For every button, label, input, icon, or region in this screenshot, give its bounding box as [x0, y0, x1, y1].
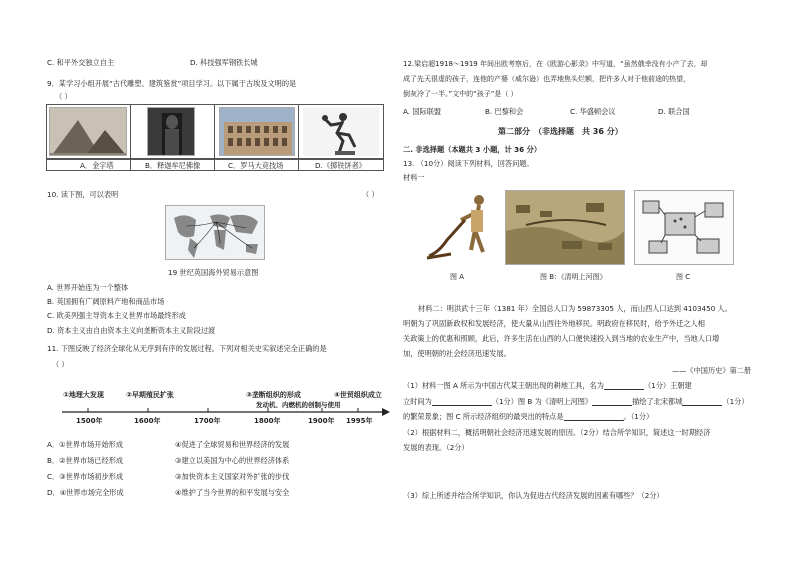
q12-option-a: A. 国际联盟 [403, 107, 442, 116]
timeline-subtitle: 发动机、内燃机的创制与使用 [256, 401, 341, 409]
q10-option-c: C. 欧美列强主导资本主义世界市场最终形成 [47, 311, 186, 320]
q8-option-d: D. 科技强军钢铁长城 [190, 58, 258, 67]
q9-paren: （ ） [55, 92, 72, 101]
q10-option-a: A. 世界开始连为一个整体 [47, 283, 129, 292]
q9-stem: 9．某学习小组开展“古代雕塑、建筑鉴赏”项目学习。以下属于古埃及文明的是 [47, 79, 297, 88]
qingming-painting-image [505, 190, 625, 265]
q11-option-d: D．④世界市场完全形成 [47, 488, 124, 497]
timeline-event-2: ②早期殖民扩张 [126, 391, 174, 399]
q11-option-c-desc: ③加快资本主义国家对外扩张的步伐 [175, 472, 290, 481]
answer-blank-5[interactable] [564, 413, 624, 421]
q10-option-b: B. 英国拥有广阔原料产地和商品市场 [47, 297, 165, 306]
q10-stem: 10. 读下图，可以表明 [47, 190, 119, 199]
answer-blank-1[interactable] [604, 382, 644, 390]
discobolus-image [303, 107, 379, 156]
timeline-event-4: ④世贸组织成立 [334, 391, 382, 399]
q11-option-b: B．②世界市场已经形成 [47, 456, 124, 465]
q13-stem: 13. （10分）阅读下列材料，回答问题。 [403, 159, 534, 168]
globalization-timeline [60, 385, 390, 427]
material2-line1: 材料二：明洪武十三年（1381 年）全国总人口为 59873305 人，而山西人口达到 4103450 人。 [418, 304, 732, 313]
q10-map-caption: 19 世纪英国海外贸易示意图 [168, 268, 259, 277]
plow-image [425, 190, 495, 265]
timeline-event-1: ①地理大发现 [63, 391, 104, 399]
q9-option-c: C．罗马大竞技场 [228, 161, 284, 170]
answer-blank-3[interactable] [592, 398, 632, 406]
fig-a-caption: 图 A [450, 273, 465, 281]
q13-sub3: （3）综上所述并结合所学知识，你认为促进古代经济发展的因素有哪些？（2分） [403, 491, 664, 500]
q11-stem: 11. 下图反映了经济全球化从无序到有序的发展过程。下列对相关史实叙述完全正确的是 [47, 344, 327, 353]
q11-option-b-desc: ③建立以美国为中心的世界经济体系 [175, 456, 290, 465]
material2-line3: 关政策上的优惠和照顾，此后，许多生活在山西的人口便快速投入到当地的农业生产中，当地人口增 [403, 334, 720, 343]
q12-option-c: C. 华盛顿会议 [570, 107, 616, 116]
q8-option-c: C. 和平外交独立自主 [47, 58, 115, 67]
q9-option-d: D.《掷铁饼者》 [315, 161, 366, 170]
q12-option-b: B. 巴黎和会 [485, 107, 524, 116]
timeline-axis [60, 407, 390, 417]
q12-line3: 倒灰冷了一半。”文中的“孩子”是（ ） [403, 90, 518, 98]
answer-blank-2[interactable] [432, 398, 492, 406]
timeline-year-1500: 1500年 [76, 417, 103, 425]
part2-title: 第二部分 （非选择题 共 36 分） [498, 127, 623, 136]
pyramid-image [49, 107, 127, 156]
q9-option-b: B．释迦牟尼佛像 [145, 161, 201, 170]
q9-option-a: A．金字塔 [80, 161, 114, 170]
q13-sub2-line1: （2）根据材料二，概括明朝社会经济迅速发展的原因。（2分）结合所学知识，简述这一时期经济 [403, 428, 711, 437]
material2-line2: 明朝为了巩固新政权和发展经济，使大量从山西往外地移民。明政府在移民时，给予外迁之人相 [403, 319, 705, 328]
trade-map-image [165, 205, 265, 260]
q13-sub1-line1: （1）材料一图 A 所示为中国古代某王朝出现的耕地工具，名为 （1分）王朝建 [403, 381, 692, 390]
q11-option-a-desc: ④促进了全球贸易和世界经济的发展 [175, 440, 290, 449]
answer-blank-4[interactable] [682, 398, 722, 406]
q10-paren: （ ） [362, 190, 379, 199]
q11-option-a: A．①世界市场开始形成 [47, 440, 124, 449]
q11-option-c: C．③世界市场初步形成 [47, 472, 124, 481]
material2-source: ——《中国历史》第二册 [672, 366, 752, 375]
timeline-year-1700: 1700年 [194, 417, 221, 425]
section-title: 二. 非选择题（本题共 3 小题，计 36 分） [403, 145, 542, 154]
fig-b-caption: 图 B：《清明上河图》 [540, 273, 607, 281]
q13-sub2-line2: 发展的表现。（2分） [403, 443, 469, 452]
q11-paren: （ ） [52, 360, 69, 369]
colosseum-image [219, 107, 295, 156]
q12-line2: 成了先天很虚的孩子，连他的产婆（威尔逊）也弄地焦头烂额，把许多人对于他前途的热望， [403, 75, 690, 83]
q11-option-d-desc: ④维护了当今世界的和平发展与安全 [175, 488, 290, 497]
q13-sub1-line2: 立时间为 （1分）图 B 为《清明上河图》 描绘了北宋都城 （1分） [403, 397, 749, 406]
q12-option-d: D. 联合国 [658, 107, 690, 116]
timeline-year-1800: 1800年 [254, 417, 281, 425]
timeline-year-1900: 1900年 [308, 417, 335, 425]
timeline-year-1600: 1600年 [134, 417, 161, 425]
material2-line4: 加，使明朝的社会经济迅速发展。 [403, 349, 511, 358]
timeline-year-1995: 1995年 [346, 417, 373, 425]
timeline-event-3: ③垄断组织的形成 [246, 391, 301, 399]
q13-sub1-line3: 的繁荣景象；图 C 所示经济组织的最突出的特点是 。（1分） [403, 412, 654, 421]
material1-label: 材料一 [403, 173, 425, 182]
city-plan-image [634, 190, 734, 265]
q12-line1: 12.梁启超1918～1919 年间出欧考察后，在《欧游心影录》中写道，“虽然俄幸没有小产了去，却 [403, 60, 708, 68]
fig-c-caption: 图 C [676, 273, 691, 281]
buddha-statue-image [147, 107, 195, 156]
q10-option-d: D. 资本主义由自由资本主义向垄断资本主义阶段过渡 [47, 326, 216, 335]
